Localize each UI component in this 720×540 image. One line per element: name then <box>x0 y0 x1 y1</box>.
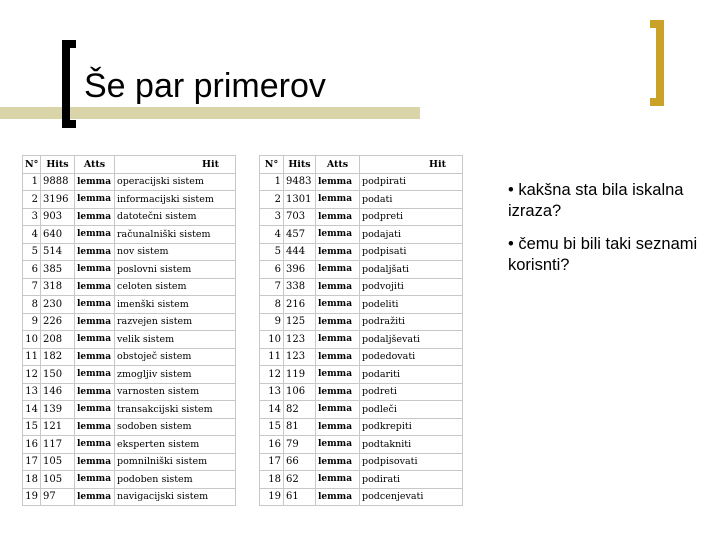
hits-value: 226 <box>41 313 75 331</box>
slide-title: Še par primerov <box>84 67 326 105</box>
hits-value: 62 <box>284 471 316 489</box>
hit-value: podcenjevati <box>360 488 463 506</box>
bullet-item: • čemu bi bili taki seznami korisnti? <box>508 234 708 276</box>
hit-value: računalniški sistem <box>115 226 236 244</box>
atts-value: lemma <box>316 278 360 296</box>
hits-value: 385 <box>41 261 75 279</box>
hit-value: podpisovati <box>360 453 463 471</box>
row-number: 12 <box>23 366 41 384</box>
row-number: 7 <box>260 278 284 296</box>
hit-value: podaljšati <box>360 261 463 279</box>
atts-value: lemma <box>316 488 360 506</box>
hit-value: transakcijski sistem <box>115 401 236 419</box>
table-header-row <box>23 156 236 174</box>
hits-value: 208 <box>41 331 75 349</box>
hit-value: podeliti <box>360 296 463 314</box>
atts-value: lemma <box>75 401 115 419</box>
row-number: 4 <box>260 226 284 244</box>
atts-value: lemma <box>316 243 360 261</box>
atts-value: lemma <box>75 191 115 209</box>
atts-value: lemma <box>316 471 360 489</box>
hit-value: podreti <box>360 383 463 401</box>
row-number: 5 <box>260 243 284 261</box>
right-bracket-decoration <box>650 20 664 106</box>
hit-value: poslovni sistem <box>115 261 236 279</box>
hits-value: 216 <box>284 296 316 314</box>
hit-value: podvojiti <box>360 278 463 296</box>
row-number: 14 <box>260 401 284 419</box>
atts-value: lemma <box>316 401 360 419</box>
row-number: 3 <box>23 208 41 226</box>
atts-value: lemma <box>316 296 360 314</box>
table-row <box>260 243 463 261</box>
hits-value: 79 <box>284 436 316 454</box>
table-row <box>23 471 236 489</box>
row-number: 4 <box>23 226 41 244</box>
hit-value: podaljševati <box>360 331 463 349</box>
row-number: 13 <box>260 383 284 401</box>
table-row <box>260 173 463 191</box>
atts-value: lemma <box>316 453 360 471</box>
hit-value: obstoječ sistem <box>115 348 236 366</box>
atts-value: lemma <box>75 436 115 454</box>
atts-value: lemma <box>75 313 115 331</box>
hit-value: celoten sistem <box>115 278 236 296</box>
atts-value: lemma <box>316 261 360 279</box>
collocation-table-pod <box>259 155 463 506</box>
atts-value: lemma <box>316 313 360 331</box>
atts-value: lemma <box>75 261 115 279</box>
table-row <box>260 331 463 349</box>
table-row <box>23 208 236 226</box>
column-header-atts: Atts <box>316 156 360 174</box>
hits-value: 150 <box>41 366 75 384</box>
hits-value: 230 <box>41 296 75 314</box>
atts-value: lemma <box>75 208 115 226</box>
left-bracket-decoration <box>62 40 76 128</box>
table-row <box>23 226 236 244</box>
atts-value: lemma <box>75 471 115 489</box>
atts-value: lemma <box>316 173 360 191</box>
atts-value: lemma <box>75 348 115 366</box>
table-row <box>23 313 236 331</box>
hits-value: 119 <box>284 366 316 384</box>
hits-value: 396 <box>284 261 316 279</box>
atts-value: lemma <box>75 296 115 314</box>
atts-value: lemma <box>75 331 115 349</box>
hit-value: podpirati <box>360 173 463 191</box>
atts-value: lemma <box>316 331 360 349</box>
row-number: 6 <box>260 261 284 279</box>
table-row <box>23 331 236 349</box>
hits-value: 61 <box>284 488 316 506</box>
table-row <box>260 401 463 419</box>
table-row <box>23 401 236 419</box>
row-number: 8 <box>260 296 284 314</box>
row-number: 13 <box>23 383 41 401</box>
hits-value: 3196 <box>41 191 75 209</box>
row-number: 2 <box>260 191 284 209</box>
atts-value: lemma <box>316 348 360 366</box>
hit-value: operacijski sistem <box>115 173 236 191</box>
atts-value: lemma <box>316 191 360 209</box>
atts-value: lemma <box>316 383 360 401</box>
column-header-hit: Hit <box>360 156 463 174</box>
table-row <box>23 191 236 209</box>
hit-value: podati <box>360 191 463 209</box>
hits-value: 97 <box>41 488 75 506</box>
row-number: 9 <box>260 313 284 331</box>
row-number: 3 <box>260 208 284 226</box>
column-header-number: N° <box>260 156 284 174</box>
atts-value: lemma <box>75 243 115 261</box>
hits-value: 444 <box>284 243 316 261</box>
row-number: 17 <box>23 453 41 471</box>
hits-value: 105 <box>41 453 75 471</box>
hits-value: 66 <box>284 453 316 471</box>
bullet-list <box>508 180 708 288</box>
hit-value: podpisati <box>360 243 463 261</box>
atts-value: lemma <box>75 418 115 436</box>
hit-value: velik sistem <box>115 331 236 349</box>
atts-value: lemma <box>316 436 360 454</box>
atts-value: lemma <box>75 366 115 384</box>
atts-value: lemma <box>75 226 115 244</box>
atts-value: lemma <box>316 226 360 244</box>
table-row <box>23 488 236 506</box>
row-number: 16 <box>23 436 41 454</box>
row-number: 8 <box>23 296 41 314</box>
atts-value: lemma <box>75 453 115 471</box>
hit-value: podtakniti <box>360 436 463 454</box>
table-row <box>23 278 236 296</box>
hits-value: 9888 <box>41 173 75 191</box>
hit-value: podleči <box>360 401 463 419</box>
table-row <box>23 383 236 401</box>
row-number: 9 <box>23 313 41 331</box>
hit-value: podražiti <box>360 313 463 331</box>
row-number: 7 <box>23 278 41 296</box>
hits-value: 146 <box>41 383 75 401</box>
table-row <box>23 243 236 261</box>
row-number: 5 <box>23 243 41 261</box>
row-number: 12 <box>260 366 284 384</box>
table-row <box>23 296 236 314</box>
hit-value: nov sistem <box>115 243 236 261</box>
table-row <box>260 471 463 489</box>
row-number: 19 <box>23 488 41 506</box>
table-row <box>260 436 463 454</box>
hit-value: podkrepiti <box>360 418 463 436</box>
table-row <box>23 366 236 384</box>
table-header-row <box>260 156 463 174</box>
hits-value: 81 <box>284 418 316 436</box>
table-row <box>260 348 463 366</box>
row-number: 19 <box>260 488 284 506</box>
table-row <box>23 348 236 366</box>
row-number: 15 <box>23 418 41 436</box>
hit-value: imenški sistem <box>115 296 236 314</box>
column-header-number: N° <box>23 156 41 174</box>
hits-value: 82 <box>284 401 316 419</box>
hits-value: 123 <box>284 348 316 366</box>
table-row <box>260 191 463 209</box>
hit-value: navigacijski sistem <box>115 488 236 506</box>
table-row <box>23 436 236 454</box>
row-number: 6 <box>23 261 41 279</box>
hits-value: 514 <box>41 243 75 261</box>
hits-value: 9483 <box>284 173 316 191</box>
table-row <box>260 453 463 471</box>
row-number: 18 <box>260 471 284 489</box>
column-header-hits: Hits <box>284 156 316 174</box>
hit-value: eksperten sistem <box>115 436 236 454</box>
hits-value: 457 <box>284 226 316 244</box>
row-number: 17 <box>260 453 284 471</box>
hits-value: 338 <box>284 278 316 296</box>
table-row <box>260 278 463 296</box>
hits-value: 139 <box>41 401 75 419</box>
hit-value: informacijski sistem <box>115 191 236 209</box>
table-row <box>23 261 236 279</box>
row-number: 2 <box>23 191 41 209</box>
hit-value: podoben sistem <box>115 471 236 489</box>
hit-value: podedovati <box>360 348 463 366</box>
column-header-hit: Hit <box>115 156 236 174</box>
hit-value: varnosten sistem <box>115 383 236 401</box>
table-row <box>260 261 463 279</box>
bullet-item: • kakšna sta bila iskalna izraza? <box>508 180 708 222</box>
hit-value: sodoben sistem <box>115 418 236 436</box>
table-row <box>23 453 236 471</box>
hits-value: 125 <box>284 313 316 331</box>
hit-value: datotečni sistem <box>115 208 236 226</box>
row-number: 1 <box>260 173 284 191</box>
table-row <box>260 313 463 331</box>
table-row <box>260 383 463 401</box>
hit-value: podajati <box>360 226 463 244</box>
row-number: 11 <box>23 348 41 366</box>
collocation-table-sistem <box>22 155 236 506</box>
hit-value: pomnilniški sistem <box>115 453 236 471</box>
hit-value: podirati <box>360 471 463 489</box>
hits-value: 123 <box>284 331 316 349</box>
hit-value: zmogljiv sistem <box>115 366 236 384</box>
hits-value: 182 <box>41 348 75 366</box>
hits-value: 1301 <box>284 191 316 209</box>
row-number: 1 <box>23 173 41 191</box>
row-number: 11 <box>260 348 284 366</box>
table-row <box>260 366 463 384</box>
hits-value: 106 <box>284 383 316 401</box>
column-header-hits: Hits <box>41 156 75 174</box>
atts-value: lemma <box>316 366 360 384</box>
atts-value: lemma <box>75 278 115 296</box>
hits-value: 640 <box>41 226 75 244</box>
atts-value: lemma <box>75 383 115 401</box>
table-row <box>23 418 236 436</box>
hit-value: podariti <box>360 366 463 384</box>
column-header-atts: Atts <box>75 156 115 174</box>
hit-value: podpreti <box>360 208 463 226</box>
row-number: 10 <box>23 331 41 349</box>
table-row <box>260 488 463 506</box>
atts-value: lemma <box>316 418 360 436</box>
hits-value: 105 <box>41 471 75 489</box>
hits-value: 318 <box>41 278 75 296</box>
atts-value: lemma <box>75 488 115 506</box>
row-number: 14 <box>23 401 41 419</box>
atts-value: lemma <box>316 208 360 226</box>
hits-value: 703 <box>284 208 316 226</box>
row-number: 15 <box>260 418 284 436</box>
hits-value: 117 <box>41 436 75 454</box>
hit-value: razvejen sistem <box>115 313 236 331</box>
hits-value: 121 <box>41 418 75 436</box>
atts-value: lemma <box>75 173 115 191</box>
table-row <box>23 173 236 191</box>
row-number: 16 <box>260 436 284 454</box>
row-number: 18 <box>23 471 41 489</box>
row-number: 10 <box>260 331 284 349</box>
table-row <box>260 226 463 244</box>
table-row <box>260 296 463 314</box>
table-row <box>260 418 463 436</box>
table-row <box>260 208 463 226</box>
hits-value: 903 <box>41 208 75 226</box>
